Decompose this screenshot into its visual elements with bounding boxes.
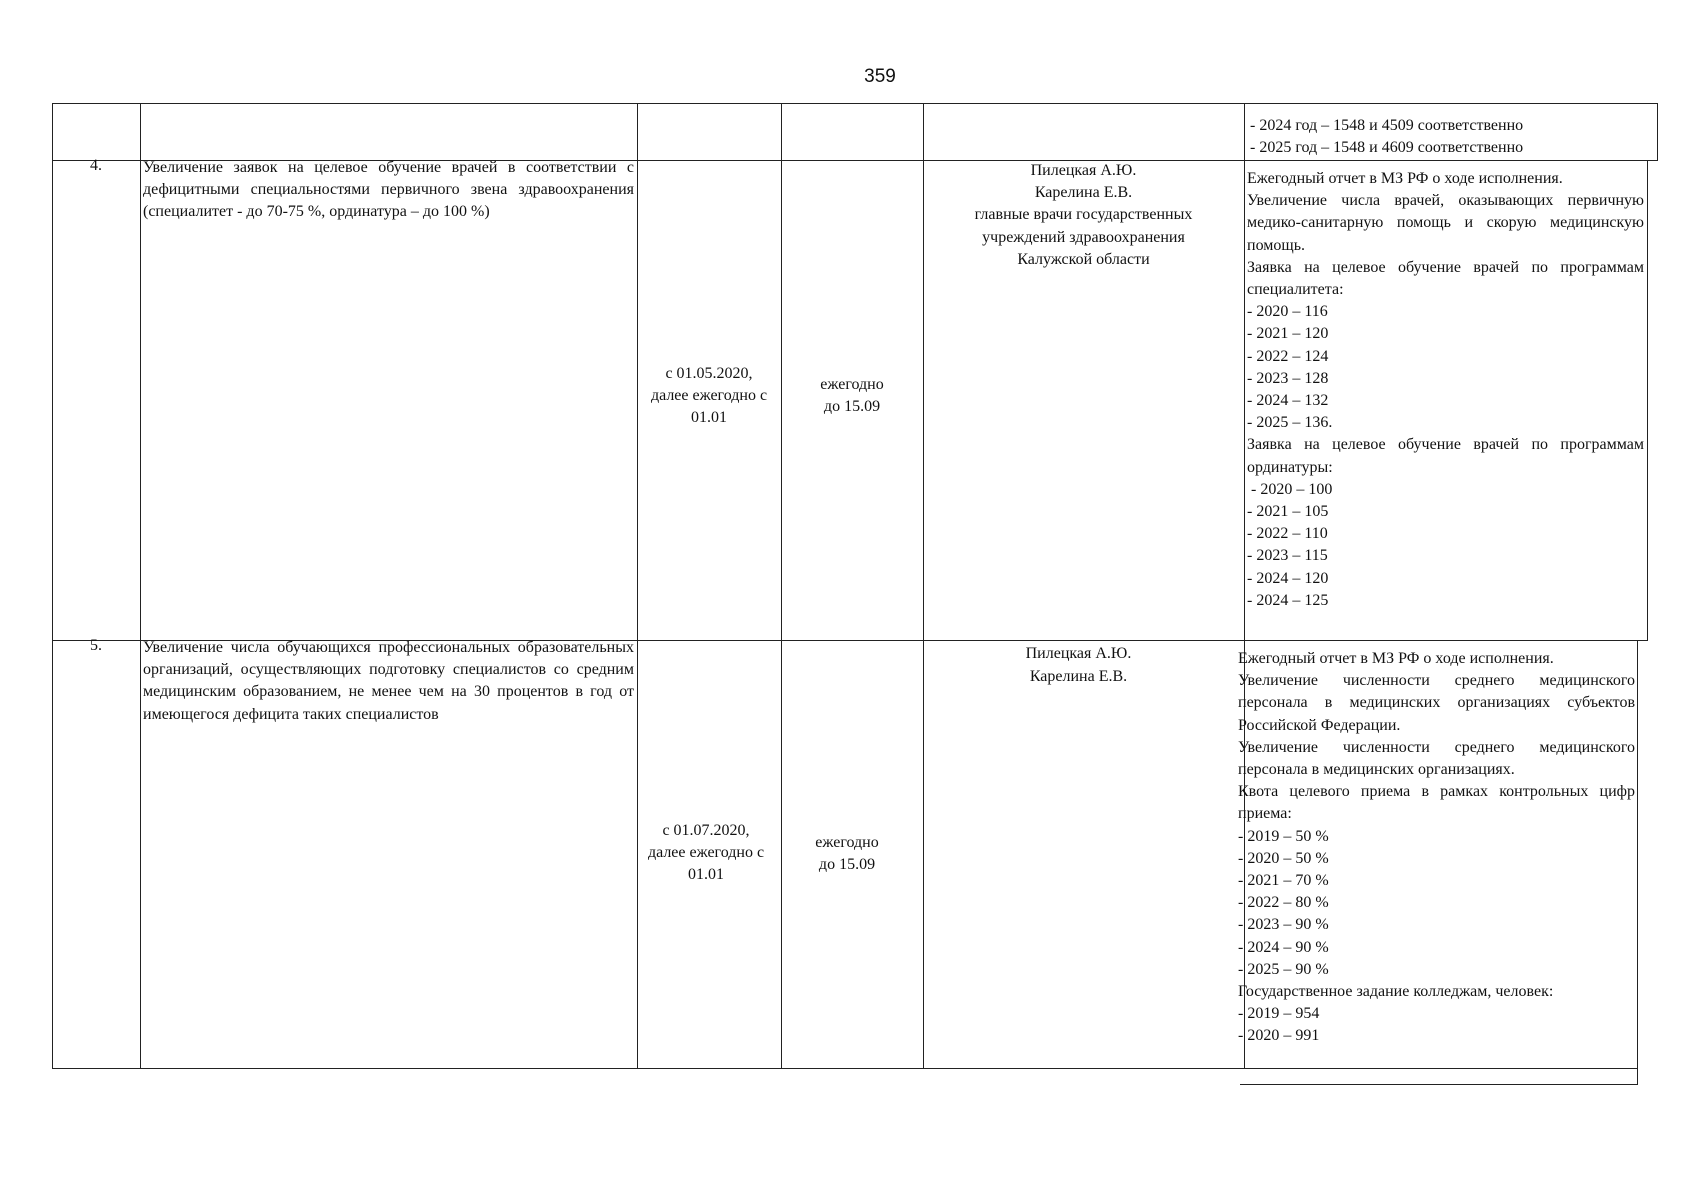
indicator-line: - 2023 – 90 % xyxy=(1238,916,1329,934)
deadline-line: до 15.09 xyxy=(818,856,876,873)
indicator-line: - 2020 – 100 xyxy=(1247,480,1333,498)
indicators-cell xyxy=(1247,168,1644,612)
indicator-line: Увеличение численности среднего медицинского персонала в медицинских организациях. xyxy=(1238,738,1635,779)
indicators-cell xyxy=(1250,115,1650,159)
start-date xyxy=(637,363,781,429)
responsible-line: учреждений здравоохранения xyxy=(982,228,1185,246)
deadline-line: ежегодно xyxy=(820,376,884,393)
indicator-line: Государственное задание колледжам, человек: xyxy=(1238,983,1554,1001)
indicator-line: - 2021 – 120 xyxy=(1247,325,1329,343)
indicator-line: Заявка на целевое обучение врачей по программам специалитета: xyxy=(1247,258,1644,299)
indicator-line: - 2024 – 132 xyxy=(1247,392,1329,410)
indicator-line: - 2022 – 80 % xyxy=(1238,894,1329,912)
indicator-line: - 2020 – 991 xyxy=(1238,1027,1320,1045)
task-description: Увеличение числа обучающихся профессиональных образовательных организаций, осуществляющих подготовку специалистов со средним медицинским образованием, не менее чем на 30 процентов в год от имеющегося дефицита таких специалистов xyxy=(143,639,634,723)
responsible xyxy=(923,160,1244,271)
responsible-line: Пилецкая А.Ю. xyxy=(1025,645,1132,662)
indicator-line: Ежегодный отчет в МЗ РФ о ходе исполнения. xyxy=(1247,170,1563,187)
indicator-line: - 2023 – 115 xyxy=(1247,547,1328,565)
row-number: 4. xyxy=(90,157,102,174)
start-line: далее ежегодно с xyxy=(647,844,765,861)
indicator-line: - 2021 – 105 xyxy=(1247,503,1329,521)
indicator-line: - 2021 – 70 % xyxy=(1238,872,1329,890)
start-line: 01.01 xyxy=(688,866,724,883)
indicator-line: - 2019 – 50 % xyxy=(1238,827,1329,845)
start-date xyxy=(634,820,778,886)
indicator-line: Квота целевого приема в рамках контрольных цифр приема: xyxy=(1238,783,1635,823)
indicator-line: - 2020 – 50 % xyxy=(1238,849,1329,867)
start-line: с 01.07.2020, xyxy=(662,822,750,839)
deadline xyxy=(781,374,923,418)
indicator-line: - 2025 – 136. xyxy=(1247,414,1333,432)
task-description: Увеличение заявок на целевое обучение врачей в соответствии с дефицитными специальностями первичного звена здравоохранения (специалитет - до 70-75 %, ординатура – до 100 %) xyxy=(143,159,634,221)
indicator-line: - 2019 – 954 xyxy=(1238,1005,1320,1023)
deadline xyxy=(776,832,918,876)
responsible-line: Карелина Е.В. xyxy=(1034,184,1133,202)
indicator-line: - 2024 год – 1548 и 4509 соответственно xyxy=(1250,117,1524,134)
indicator-line: - 2025 – 90 % xyxy=(1238,960,1329,978)
indicator-line: - 2024 – 90 % xyxy=(1238,938,1329,956)
responsible-line: Пилецкая А.Ю. xyxy=(1030,162,1137,179)
start-line: с 01.05.2020, xyxy=(665,365,753,382)
indicators-cell xyxy=(1238,648,1635,1048)
deadline-line: ежегодно xyxy=(815,834,879,851)
start-line: далее ежегодно с xyxy=(650,387,768,404)
deadline-line: до 15.09 xyxy=(823,398,881,415)
start-line: 01.01 xyxy=(691,409,727,426)
responsible-line: Калужской области xyxy=(1017,250,1150,268)
indicator-line: Ежегодный отчет в МЗ РФ о ходе исполнения. xyxy=(1238,650,1554,667)
indicator-line: - 2023 – 128 xyxy=(1247,369,1329,387)
responsible-line: Карелина Е.В. xyxy=(1029,668,1128,685)
indicator-line: - 2024 – 120 xyxy=(1247,569,1329,587)
indicator-line: - 2025 год – 1548 и 4609 соответственно xyxy=(1250,139,1524,157)
indicator-line: - 2022 – 124 xyxy=(1247,347,1329,365)
indicator-line: Увеличение численности среднего медицинского персонала в медицинских организациях субъектов Российской Федерации. xyxy=(1238,672,1635,734)
indicator-line: - 2022 – 110 xyxy=(1247,525,1328,543)
responsible xyxy=(918,642,1239,688)
indicator-line: - 2024 – 125 xyxy=(1247,591,1329,609)
indicator-line: - 2020 – 116 xyxy=(1247,303,1328,321)
indicator-line: Увеличение числа врачей, оказывающих первичную медико-санитарную помощь и скорую медицинскую помощь. xyxy=(1247,192,1644,254)
row-number: 5. xyxy=(90,637,102,654)
page-number: 359 xyxy=(864,66,896,87)
responsible-line: главные врачи государственных xyxy=(974,206,1193,224)
indicator-line: Заявка на целевое обучение врачей по программам ординатуры: xyxy=(1247,436,1644,476)
